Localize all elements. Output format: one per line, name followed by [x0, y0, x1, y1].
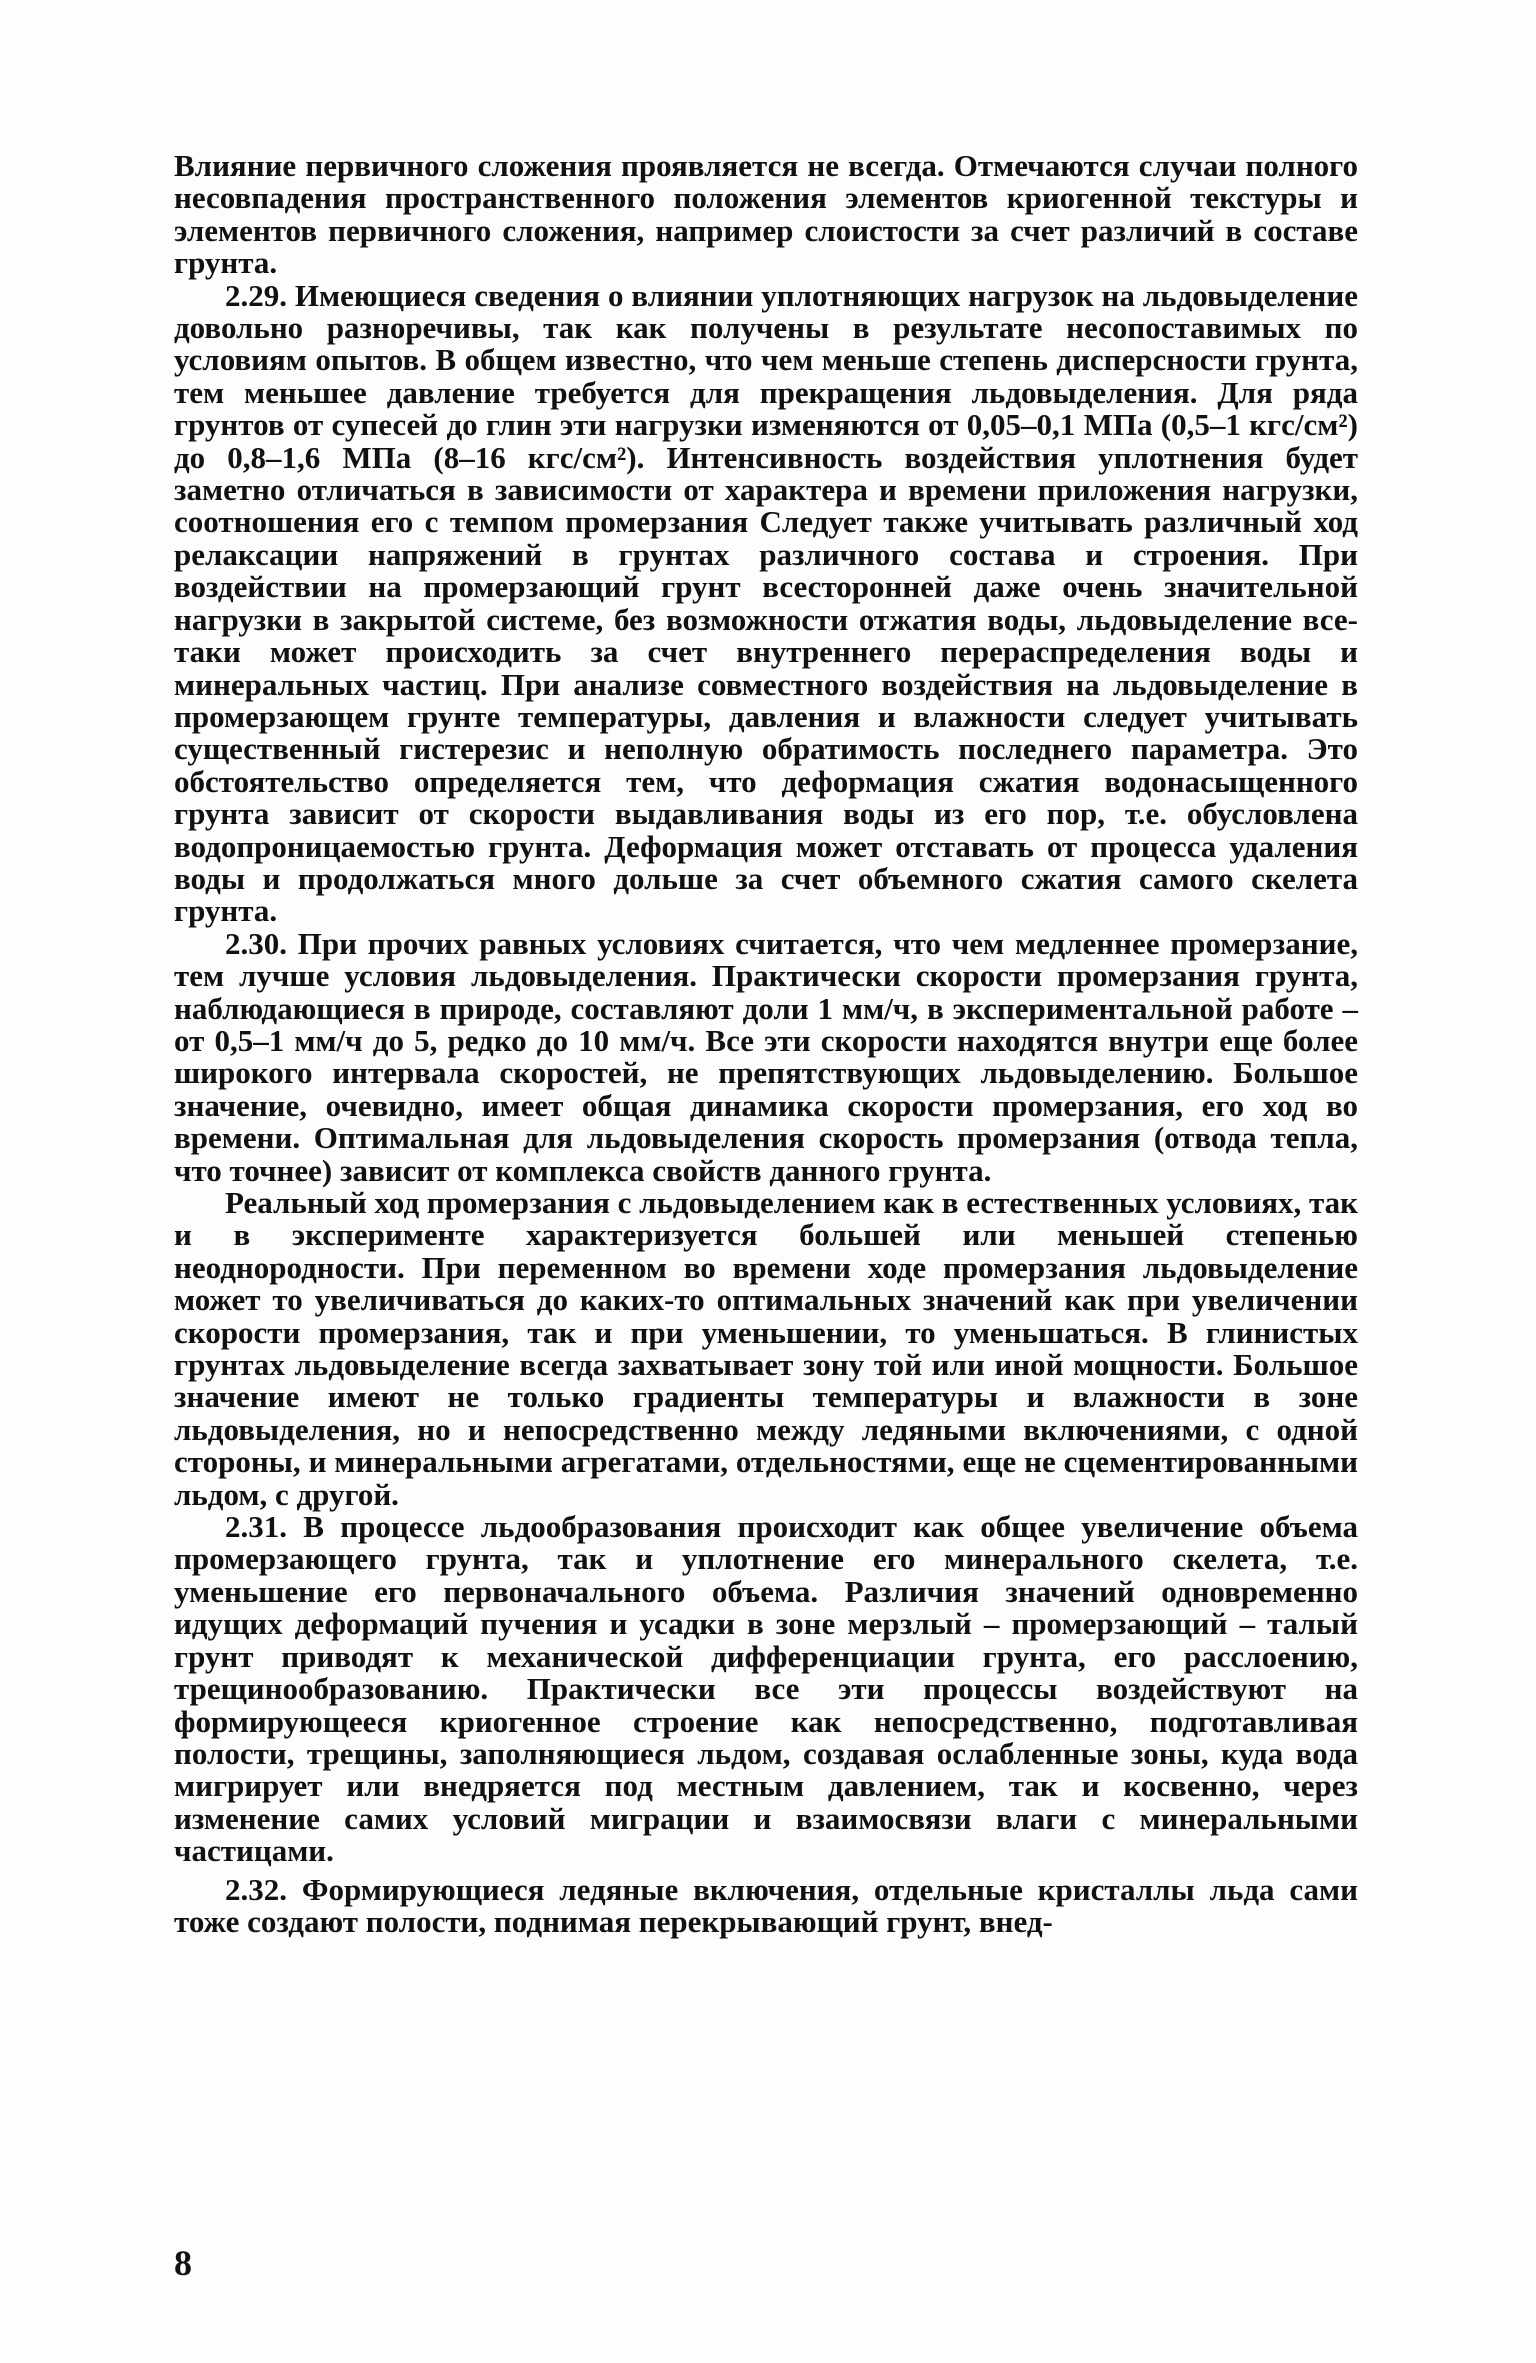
paragraph-2-29: 2.29. Имеющиеся сведения о влиянии уплотняющих нагрузок на льдовыделение довольно разноречивы, так как получены в результате несопоставимых по условиям опытов. В общем известно, что чем меньше степень дисперсности грунта, тем меньшее давление требуется для прекращения льдовыделения. Для ряда грунтов от супесей до глин эти нагрузки изменяются от 0,05–0,1 МПа (0,5–1 кгс/см²) до 0,8–1,6 МПа (8–16 кгс/см²). Интенсивность воздействия уплотнения будет заметно отличаться в зависимости от характера и времени приложения нагрузки, соотношения его с темпом промерзания Следует также учитывать различный ход релаксации напряжений в грунтах различного состава и строения. При воздействии на промерзающий грунт всесторонней даже очень значительной нагрузки в закрытой системе, без возможности отжатия воды, льдовыделение все-таки может происходить за счет внутреннего перераспределения воды и минеральных частиц. При анализе совместного воздействия на льдовыделение в промерзающем грунте температуры, давления и влажности следует учитывать существенный гистерезис и неполную обратимость последнего параметра. Это обстоятельство определяется тем, что деформация сжатия водонасыщенного грунта зависит от скорости выдавливания воды из его пор, т.е. обусловлена водопроницаемостью грунта. Деформация может отставать от процесса удаления воды и продолжаться много дольше за счет объемного сжатия самого скелета грунта. — [174, 277, 1358, 929]
page-number: 8 — [174, 2243, 192, 2283]
paragraph-real-freezing: Реальный ход промерзания с льдовыделением как в естественных условиях, так и в эксперименте характеризуется большей или меньшей степенью неоднородности. При переменном во времени ходе промерзания льдовыделение может то увеличиваться до каких-то оптимальных значений как при увеличении скорости промерзания, так и при уменьшении, то уменьшаться. В глинистых грунтах льдовыделение всегда захватывает зону той или иной мощности. Большое значение имеют не только градиенты температуры и влажности в зоне льдовыделения, но и непосредственно между ледяными включениями, с одной стороны, и минеральными агрегатами, отдельностями, еще не сцементированными льдом, с другой. — [174, 1185, 1358, 1512]
paragraph-2-31: 2.31. В процессе льдообразования происходит как общее увеличение объема промерзающего грунта, так и уплотнение его минерального скелета, т.е. уменьшение его первоначального объема. Различия значений одновременно идущих деформаций пучения и усадки в зоне мерзлый – промерзающий – талый грунт приводят к механической дифференциации грунта, его расслоению, трещинообразованию. Практически все эти процессы воздействуют на формирующееся криогенное строение как непосредственно, подготавливая полости, трещины, заполняющиеся льдом, создавая ослабленные зоны, куда вода мигрирует или внедряется под местным давлением, так и косвенно, через изменение самих условий миграции и взаимосвязи влаги с минеральными частицами. — [174, 1509, 1358, 1869]
paragraph-2-32: 2.32. Формирующиеся ледяные включения, отдельные кристаллы льда сами тоже создают полости, поднимая перекрывающий грунт, внед- — [174, 1871, 1358, 1939]
paragraph-2-30: 2.30. При прочих равных условиях считается, что чем медленнее промерзание, тем лучше условия льдовыделения. Практически скорости промерзания грунта, наблюдающиеся в природе, составляют доли 1 мм/ч, в экспериментальной работе – от 0,5–1 мм/ч до 5, редко до 10 мм/ч. Все эти скорости находятся внутри еще более широкого интервала скоростей, не препятствующих льдовыделению. Большое значение, очевидно, имеет общая динамика скорости промерзания, его ход во времени. Оптимальная для льдовыделения скорость промерзания (отвода тепла, что точнее) зависит от комплекса свойств данного грунта. — [174, 925, 1358, 1188]
body-text — [174, 150, 1358, 1938]
paragraph-intro: Влияние первичного сложения проявляется не всегда. Отмечаются случаи полного несовпадения пространственного положения элементов криогенной текстуры и элементов первичного сложения, например слоистости за счет различий в составе грунта. — [174, 148, 1358, 281]
